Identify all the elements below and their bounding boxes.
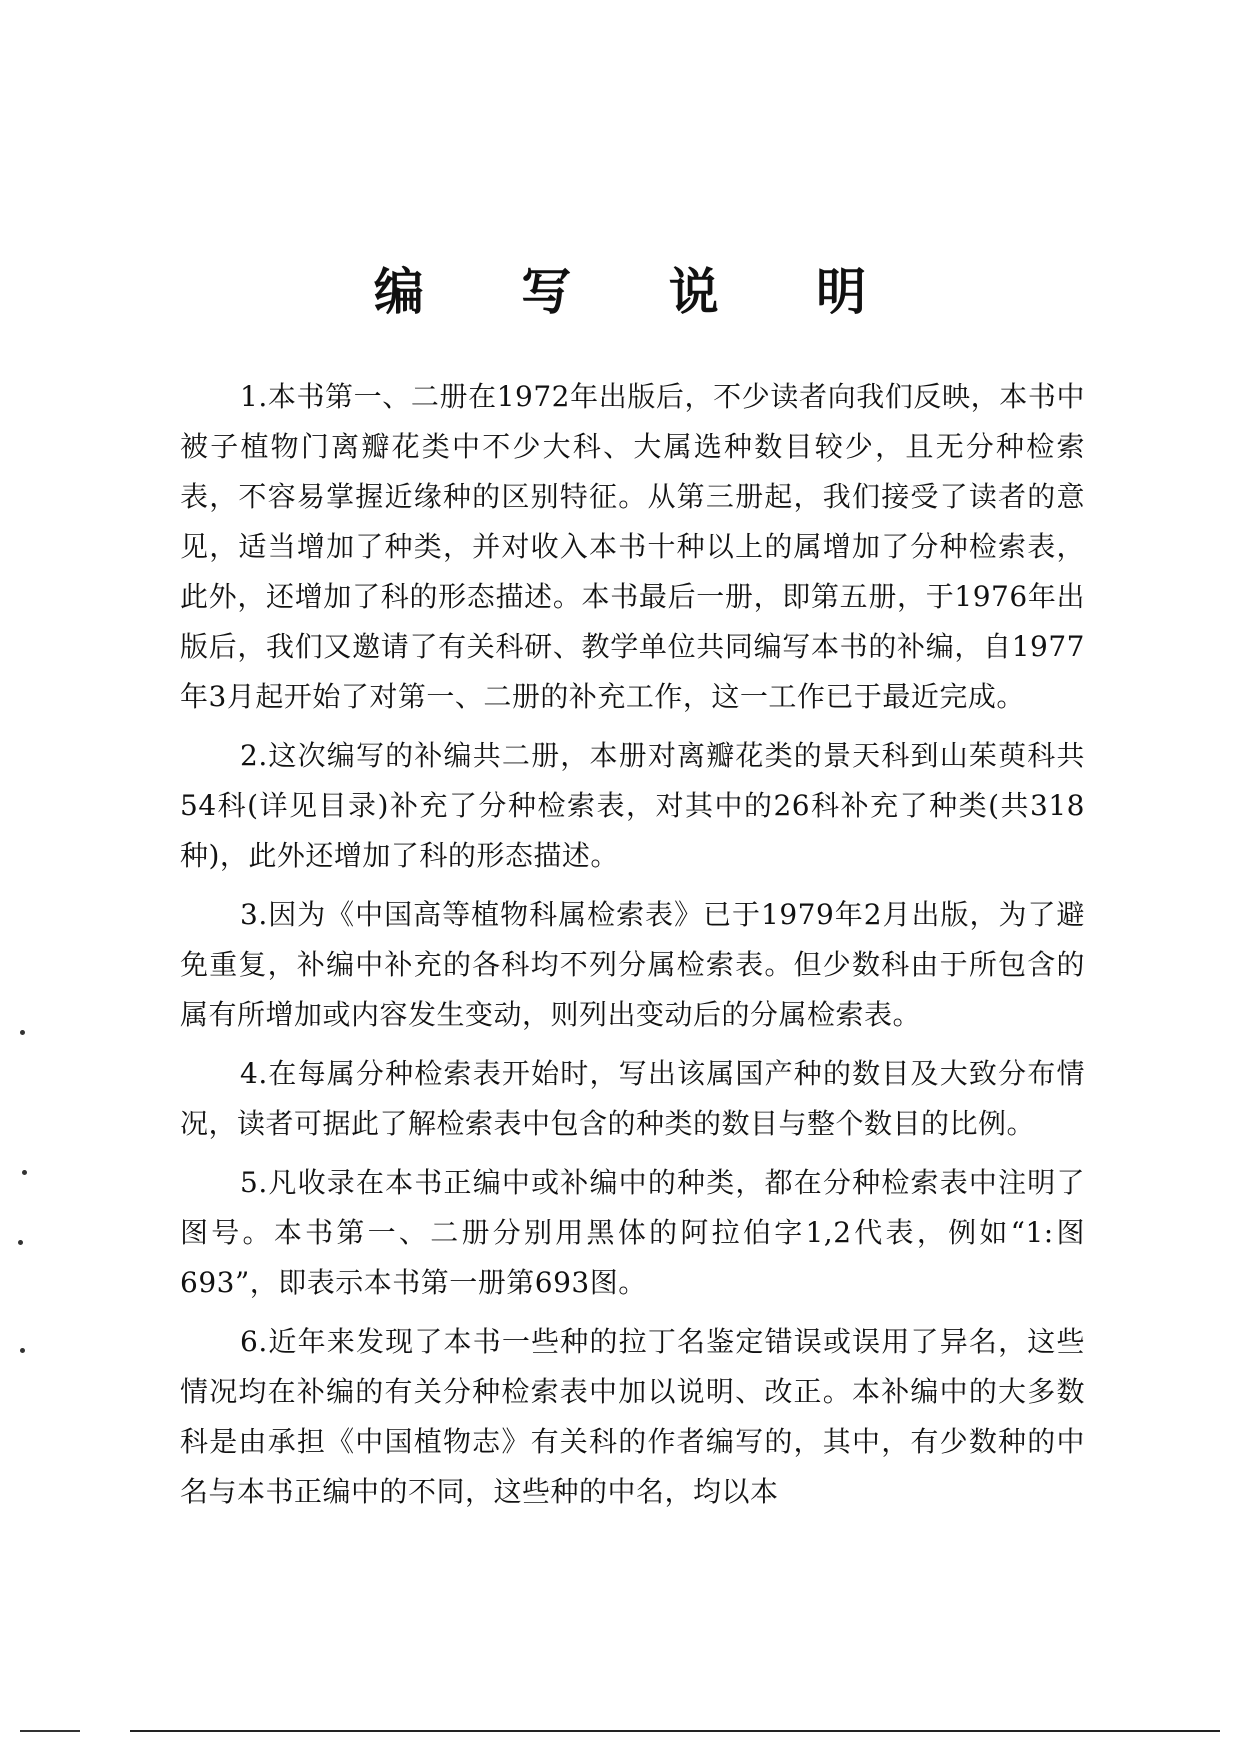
scan-speck [20, 1348, 25, 1353]
paragraph-4: 4.在每属分种检索表开始时，写出该属国产种的数目及大致分布情况，读者可据此了解检索表中包含的种类的数目与整个数目的比例。 [180, 1057, 1085, 1140]
paragraph-5: 5.凡收录在本书正编中或补编中的种类，都在分种检索表中注明了图号。本书第一、二册分别用黑体的阿拉伯字1,2代表，例如“1:图693”，即表示本书第一册第693图。 [180, 1166, 1085, 1299]
paragraph-6: 6.近年来发现了本书一些种的拉丁名鉴定错误或误用了异名，这些情况均在补编的有关分种检索表中加以说明、改正。本补编中的大多数科是由承担《中国植物志》有关科的作者编写的，其中，有少数种的中名与本书正编中的不同，这些种的中名，均以本 [180, 1325, 1085, 1508]
scan-speck [20, 1030, 25, 1035]
paragraph-3: 3.因为《中国高等植物科属检索表》已于1979年2月出版，为了避免重复，补编中补充的各科均不列分属检索表。但少数科由于所包含的属有所增加或内容发生变动，则列出变动后的分属检索表。 [180, 898, 1085, 1031]
footer-rule-left [20, 1730, 80, 1732]
body-text [180, 372, 1085, 1526]
paragraph-2: 2.这次编写的补编共二册，本册对离瓣花类的景天科到山茱萸科共54科(详见目录)补充了分种检索表，对其中的26科补充了种类(共318种)，此外还增加了科的形态描述。 [180, 739, 1085, 872]
paragraph-1: 1.本书第一、二册在1972年出版后，不少读者向我们反映，本书中被子植物门离瓣花类中不少大科、大属选种数目较少，且无分种检索表，不容易掌握近缘种的区别特征。从第三册起，我们接受了读者的意见，适当增加了种类，并对收入本书十种以上的属增加了分种检索表，此外，还增加了科的形态描述。本书最后一册，即第五册，于1976年出版后，我们又邀请了有关科研、教学单位共同编写本书的补编，自1977年3月起开始了对第一、二册的补充工作，这一工作已于最近完成。 [180, 380, 1085, 713]
scan-speck [22, 1170, 27, 1175]
scan-speck [18, 1240, 23, 1245]
footer-rule [130, 1730, 1220, 1732]
page-title: 编 写 说 明 [373, 262, 907, 321]
